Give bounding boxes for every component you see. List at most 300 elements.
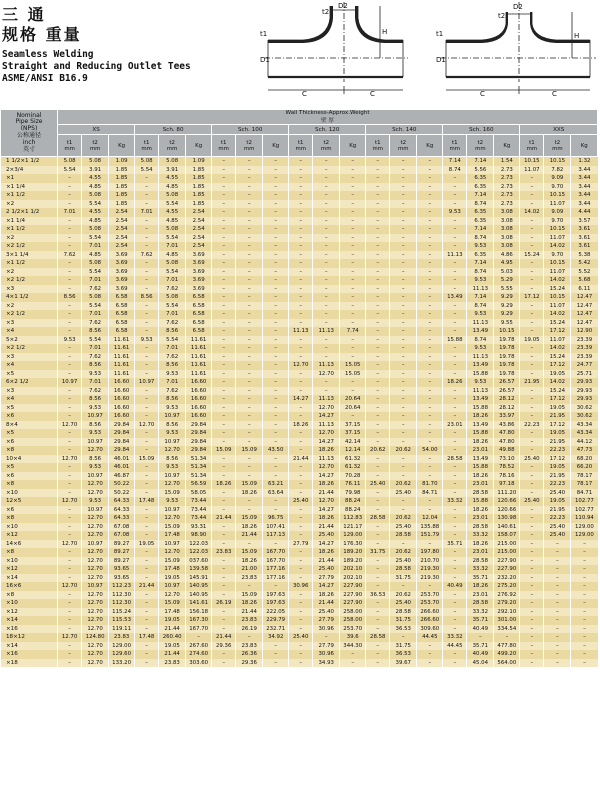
diagram2-label-d2: D2 [513,3,523,11]
table-cell: 12.70 [82,599,109,608]
table-cell: – [313,251,340,260]
table-cell: – [212,293,236,302]
table-cell: 177.16 [263,574,289,583]
table-cell: – [58,191,82,200]
table-cell: 11.13 [467,319,494,328]
col-mm-label: mm [218,145,229,152]
title-cn-spec-weight: 规格 重量 [2,25,82,44]
table-cell: – [443,548,467,557]
table-cell: 5.08 [82,259,109,268]
table-row [1,191,598,200]
table-cell: – [289,548,313,557]
table-cell: 2.54 [109,234,135,243]
table-cell: 301.00 [494,616,520,625]
table-cell: – [443,557,467,566]
size-cell: ×1 1/4 [1,183,58,192]
table-cell: – [443,608,467,617]
table-cell: – [340,650,366,659]
table-cell: – [443,404,467,413]
table-cell: 25.40 [520,497,544,506]
table-cell: 89.27 [109,548,135,557]
table-cell: – [135,650,159,659]
table-cell: 6.58 [109,319,135,328]
table-cell: 3.69 [186,276,212,285]
table-cell: – [135,319,159,328]
table-cell: 17.12 [544,327,571,336]
table-cell: – [58,344,82,353]
table-cell: 64.33 [109,497,135,506]
table-cell: 9.53 [467,378,494,387]
table-cell: 7.62 [82,319,109,328]
table-cell: 12.70 [313,497,340,506]
table-cell: 16.60 [186,412,212,421]
size-cell: ×2 1/2 [1,310,58,319]
table-cell: 20.62 [390,548,417,557]
table-cell: – [186,633,212,642]
table-cell: – [366,497,390,506]
table-cell: 124.80 [82,633,109,642]
size-cell: ×2 [1,200,58,209]
col-t2-label: t2 [477,139,484,146]
table-cell: – [340,659,366,668]
table-cell: – [263,463,289,472]
table-cell: 11.13 [289,327,313,336]
table-row [1,412,598,421]
table-cell: 5.52 [571,268,598,277]
table-cell: 8.56 [159,421,186,430]
table-cell: 12.70 [82,642,109,651]
table-cell: – [212,387,236,396]
table-cell: 40.49 [443,582,467,591]
table-cell: – [390,285,417,294]
table-cell: 17.12 [520,293,544,302]
table-cell: – [263,353,289,362]
table-cell: – [340,285,366,294]
diagram-label-d2: D2 [338,2,348,10]
table-cell: 43.50 [263,446,289,455]
table-cell: – [289,599,313,608]
table-row [1,336,598,345]
table-cell: 16.60 [109,395,135,404]
table-cell: – [390,540,417,549]
table-cell: 30.62 [571,404,598,413]
table-cell: – [313,285,340,294]
table-cell: – [443,412,467,421]
table-cell: – [443,446,467,455]
table-cell: 14.27 [313,540,340,549]
table-cell: 12.70 [58,455,82,464]
table-cell: 2.54 [109,217,135,226]
table-cell: 10.97 [82,412,109,421]
table-cell: – [289,429,313,438]
table-cell: 12.70 [159,591,186,600]
table-cell: – [212,344,236,353]
table-row [1,540,598,549]
table-cell: 31.75 [390,574,417,583]
table-cell: 15.24 [544,285,571,294]
table-cell: – [263,659,289,668]
table-cell: – [313,319,340,328]
table-cell: 18.26 [236,557,263,566]
table-cell: 5.54 [82,234,109,243]
table-cell: – [236,200,263,209]
table-cell: 20.62 [390,480,417,489]
table-cell: – [390,208,417,217]
table-cell: – [212,531,236,540]
table-cell: – [366,395,390,404]
table-cell: – [390,455,417,464]
table-cell: – [289,234,313,243]
table-cell: – [390,191,417,200]
table-cell: 49.88 [494,446,520,455]
table-cell: – [443,183,467,192]
table-cell: – [313,633,340,642]
size-cell: ×6 [1,506,58,515]
table-cell: 78.52 [494,463,520,472]
table-cell: – [443,531,467,540]
table-cell: 7.01 [159,310,186,319]
table-cell: 46.01 [109,455,135,464]
table-cell: – [236,268,263,277]
table-cell: 88.24 [340,497,366,506]
table-cell: – [289,574,313,583]
size-cell: ×8 [1,591,58,600]
table-cell: 215.00 [494,548,520,557]
table-cell: – [135,191,159,200]
table-cell: 8.56 [159,395,186,404]
col-mm-label: mm [295,145,306,152]
table-cell: 28.58 [390,565,417,574]
table-cell: – [135,285,159,294]
table-cell: 26.57 [494,387,520,396]
table-cell: – [263,293,289,302]
table-cell: – [212,276,236,285]
table-cell: – [340,234,366,243]
table-cell: 12.70 [313,404,340,413]
table-cell: – [417,166,443,175]
table-cell: – [443,200,467,209]
size-cell: ×1 1/2 [1,191,58,200]
table-cell: 6.58 [186,302,212,311]
table-cell: – [443,599,467,608]
table-cell: – [417,387,443,396]
table-cell: 23.01 [467,446,494,455]
table-row [1,217,598,226]
table-cell: 20.62 [366,446,390,455]
table-cell: 139.58 [186,565,212,574]
table-cell: 8.56 [82,361,109,370]
table-cell: – [366,361,390,370]
table-cell: – [135,480,159,489]
table-cell: 6.35 [467,208,494,217]
size-cell: ×10 [1,599,58,608]
table-cell: 19.05 [544,429,571,438]
table-cell: – [236,174,263,183]
table-cell: 5.08 [159,191,186,200]
table-cell: 31.75 [390,616,417,625]
table-cell: – [289,183,313,192]
table-cell: 5.54 [82,336,109,345]
table-cell: 9.29 [494,293,520,302]
table-cell: 22.23 [544,514,571,523]
table-cell: 10.97 [135,378,159,387]
table-cell: – [520,200,544,209]
table-cell: – [340,276,366,285]
table-cell: 167.70 [263,548,289,557]
table-cell: 33.32 [443,497,467,506]
table-cell: 81.70 [417,480,443,489]
table-cell: – [135,327,159,336]
size-cell: ×5 [1,370,58,379]
table-cell: – [212,455,236,464]
table-cell: – [340,208,366,217]
table-cell: – [571,540,598,549]
col-t1-label: t1 [143,139,150,146]
table-cell: 21.95 [544,438,571,447]
table-cell: – [313,242,340,251]
table-cell: 197.63 [263,591,289,600]
table-cell: – [443,574,467,583]
table-cell: – [58,310,82,319]
table-cell: 31.75 [390,642,417,651]
table-cell: 12.70 [289,361,313,370]
table-cell: 15.88 [467,497,494,506]
table-cell: 93.65 [109,565,135,574]
table-cell: 1.85 [109,166,135,175]
table-cell: 5.08 [159,157,186,166]
table-cell: 215.00 [494,540,520,549]
table-cell: – [236,225,263,234]
table-cell: 3.44 [571,183,598,192]
table-cell: – [58,276,82,285]
table-cell: – [520,540,544,549]
table-cell: – [571,557,598,566]
table-cell: 28.58 [467,599,494,608]
table-cell: 21.44 [313,489,340,498]
table-cell: 6.58 [109,293,135,302]
table-cell: – [313,234,340,243]
table-cell: – [366,183,390,192]
table-cell: 18.26 [313,591,340,600]
table-cell: – [236,327,263,336]
table-cell: – [289,387,313,396]
table-cell: – [340,387,366,396]
size-cell: ×2 [1,302,58,311]
table-cell: 7.01 [159,378,186,387]
table-cell: – [340,191,366,200]
table-cell: 15.09 [159,599,186,608]
table-cell: 16.60 [186,387,212,396]
table-cell: – [571,659,598,668]
table-row [1,429,598,438]
table-cell: – [289,310,313,319]
table-cell: 89.27 [109,540,135,549]
size-cell: ×2 1/2 [1,242,58,251]
table-cell: – [135,599,159,608]
table-cell: 140.95 [186,582,212,591]
straight-tee-diagram [258,0,418,100]
table-cell: – [236,472,263,481]
table-cell: – [340,353,366,362]
table-cell: 21.44 [236,608,263,617]
table-cell: – [212,497,236,506]
table-cell: – [212,659,236,668]
table-cell: 18.26 [467,540,494,549]
table-cell: 23.01 [467,514,494,523]
table-cell: 9.53 [82,429,109,438]
table-cell: – [135,446,159,455]
table-cell: – [212,157,236,166]
table-cell: – [58,225,82,234]
table-cell: – [58,548,82,557]
table-cell: – [58,616,82,625]
table-cell: 9.09 [544,174,571,183]
table-cell: 88.24 [340,506,366,515]
table-cell: 14.27 [313,506,340,515]
table-cell: 21.44 [212,514,236,523]
table-cell: 25.40 [544,489,571,498]
table-cell: 5.08 [82,191,109,200]
table-cell: – [417,285,443,294]
table-cell: 5.54 [159,234,186,243]
table-cell: – [520,268,544,277]
table-cell: 6.35 [467,183,494,192]
wall-thickness-header [58,110,598,125]
table-cell: – [366,582,390,591]
table-cell: – [313,344,340,353]
table-cell: 37.15 [340,421,366,430]
table-cell: – [236,336,263,345]
table-cell: – [135,523,159,532]
table-cell: – [366,191,390,200]
table-cell: – [390,336,417,345]
table-cell: 15.09 [236,591,263,600]
table-cell: 30.96 [289,582,313,591]
table-cell: – [417,200,443,209]
table-cell: – [313,259,340,268]
table-cell: 12.70 [82,531,109,540]
size-cell: ×2 [1,234,58,243]
size-cell: ×4 [1,395,58,404]
table-row [1,353,598,362]
table-cell: 7.01 [82,242,109,251]
table-cell: 16.60 [109,378,135,387]
table-cell: – [417,191,443,200]
table-cell: 7.62 [135,251,159,260]
table-cell: 11.13 [313,395,340,404]
table-cell: 15.88 [467,404,494,413]
table-cell: 1.09 [186,157,212,166]
table-row [1,370,598,379]
table-cell: – [417,404,443,413]
table-cell: 2.73 [494,183,520,192]
col-t2-header [467,135,494,157]
table-cell: – [313,293,340,302]
table-cell: 5.08 [159,259,186,268]
table-cell: – [340,268,366,277]
table-cell: 33.32 [467,531,494,540]
table-cell: – [443,395,467,404]
table-row [1,310,598,319]
table-cell: – [366,463,390,472]
diagram-label-t2: t2 [322,8,330,16]
table-cell: – [135,438,159,447]
table-cell: – [417,438,443,447]
table-cell: – [366,276,390,285]
table-cell: 9.53 [82,404,109,413]
table-row [1,523,598,532]
table-cell: 29.84 [109,429,135,438]
table-cell: 11.13 [467,285,494,294]
table-row [1,293,598,302]
table-cell: – [340,200,366,209]
size-cell: ×12 [1,565,58,574]
table-cell: – [443,174,467,183]
table-cell: 9.53 [135,336,159,345]
table-cell: 12.70 [313,463,340,472]
table-cell: – [135,302,159,311]
table-cell: 112.30 [109,591,135,600]
col-kg-header: Kg [186,135,212,157]
col-t1-header [289,135,313,157]
table-cell: – [366,472,390,481]
table-cell: – [443,302,467,311]
table-cell: 7.62 [159,285,186,294]
table-cell: – [366,429,390,438]
table-cell: 19.05 [159,616,186,625]
table-cell: – [236,429,263,438]
table-cell: – [289,200,313,209]
table-cell: 6.58 [186,293,212,302]
table-row [1,395,598,404]
table-cell: – [313,302,340,311]
table-cell: 35.71 [443,540,467,549]
standard-label: ASME/ANSI B16.9 [2,73,88,84]
col-t2-label: t2 [169,139,175,146]
table-cell: – [417,412,443,421]
table-cell: – [366,438,390,447]
table-cell: – [212,174,236,183]
table-cell: – [366,616,390,625]
schedule-header: Sch. 100 [212,125,289,135]
table-cell: – [289,208,313,217]
table-cell: – [390,225,417,234]
table-cell: – [263,302,289,311]
table-cell: – [443,480,467,489]
col-mm-label: mm [372,145,384,152]
table-cell: 21.44 [236,531,263,540]
table-cell: – [263,225,289,234]
nominal-header-line: Pipe Size [15,118,43,126]
table-row [1,183,598,192]
col-t2-header [390,135,417,157]
table-cell: – [520,599,544,608]
table-cell: 11.61 [186,344,212,353]
table-cell: 16.60 [186,395,212,404]
table-cell: – [236,361,263,370]
table-cell: – [289,463,313,472]
table-cell: 12.70 [82,608,109,617]
table-cell: 19.05 [159,574,186,583]
table-cell: 10.97 [159,472,186,481]
table-cell: – [340,174,366,183]
table-cell: – [289,259,313,268]
table-cell: – [263,429,289,438]
table-cell: 292.10 [494,608,520,617]
table-cell: 222.05 [263,608,289,617]
table-cell: 8.56 [159,327,186,336]
table-cell: 5.54 [135,166,159,175]
